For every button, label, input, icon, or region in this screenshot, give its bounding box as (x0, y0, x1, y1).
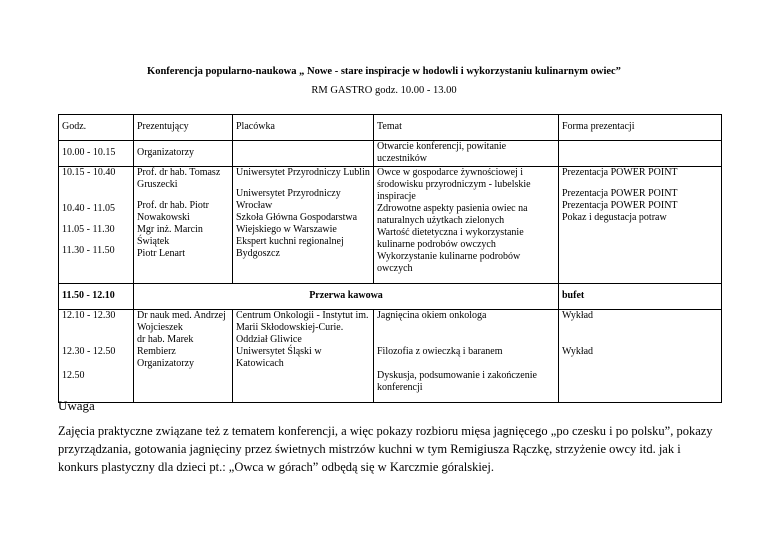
form-cell (559, 310, 722, 403)
header-form: Forma prezentacji (559, 115, 722, 141)
form-entry: Prezentacja POWER POINT (562, 188, 678, 199)
topic-cell: Otwarcie konferencji, powitanie uczestników (374, 141, 559, 167)
topic-entry: Filozofia z owieczką i baranem (377, 346, 503, 357)
institution-entry: Uniwersytet Śląski w Katowicach (236, 346, 322, 369)
table-row (59, 141, 722, 167)
note-heading: Uwaga (58, 398, 95, 413)
presenter-cell (134, 167, 233, 284)
table-row (59, 167, 722, 284)
institution-entry: Uniwersytet Przyrodniczy Wrocław (236, 188, 341, 211)
time-entry: 12.30 - 12.50 (62, 346, 116, 357)
break-row (59, 284, 722, 310)
topic-cell (374, 310, 559, 403)
header-time: Godz. (59, 115, 134, 141)
form-entry: Wykład (562, 310, 594, 321)
topic-entry: Jagnięcina okiem onkologa (377, 310, 487, 321)
form-entry: Wykład (562, 346, 594, 357)
time-cell (59, 310, 134, 403)
form-entry: Prezentacja POWER POINT (562, 200, 678, 211)
presenter-entry: Dr nauk med. Andrzej Wojcieszek (137, 310, 226, 333)
time-entry: 12.50 (62, 370, 85, 381)
presenter-entry: Mgr inż. Marcin Świątek (137, 224, 203, 247)
header-topic: Temat (374, 115, 559, 141)
presenter-entry: dr hab. Marek Rembierz (137, 334, 194, 357)
time-entry: 11.30 - 11.50 (62, 245, 115, 256)
table-header-row (59, 115, 722, 141)
time-cell (59, 167, 134, 284)
institution-entry: Szkoła Główna Gospodarstwa Wiejskiego w Warszawie (236, 212, 358, 235)
header-institution: Placówka (233, 115, 374, 141)
form-cell (559, 141, 722, 167)
break-label: Przerwa kawowa (134, 284, 559, 310)
topic-entry: Dyskusja, podsumowanie i zakończenie konferencji (377, 370, 537, 393)
time-entry: 10.40 - 11.05 (62, 203, 115, 214)
presenter-entry: Prof. dr hab. Piotr Nowakowski (137, 200, 209, 223)
document-subtitle: RM GASTRO godz. 10.00 - 13.00 (311, 85, 457, 96)
time-entry: 12.10 - 12.30 (62, 310, 116, 321)
break-time: 11.50 - 12.10 (59, 284, 134, 310)
topic-cell (374, 167, 559, 284)
institution-entry: Centrum Onkologii - Instytut im. Marii Skłodowskiej-Curie. Oddział Gliwice (236, 310, 369, 345)
presenter-entry: Prof. dr hab. Tomasz Gruszecki (137, 167, 221, 190)
presenter-cell: Organizatorzy (134, 141, 233, 167)
presenter-entry: Piotr Lenart (137, 248, 186, 259)
topic-entry: Owce w gospodarce żywnościowej i środowisku przyrodniczym - lubelskie inspiracje (377, 167, 531, 202)
note-paragraph: Zajęcia praktyczne związane też z tematem konferencji, a więc pokazy rozbioru mięsa jagnięcego „po czesku i po polsku”, pokazy przyrządzania, gotowania jagnięciny przez świetnych mistrzów kuchni w tym Remigiusza Rączkę, strzyżenie owcy itd. jak i konkurs plastyczny dla dzieci pt.: „Owca w górach” odbędą się w Karczmie góralskiej. (58, 424, 713, 474)
topic-entry: Wykorzystanie kulinarne podrobów owczych (377, 251, 521, 274)
time-entry: 10.15 - 10.40 (62, 167, 116, 178)
institution-cell (233, 310, 374, 403)
topic-entry: Wartość dietetyczna i wykorzystanie kulinarne podrobów owczych (377, 227, 524, 250)
institution-entry: Uniwersytet Przyrodniczy Lublin (236, 167, 370, 178)
presenter-entry: Organizatorzy (137, 358, 195, 369)
institution-cell (233, 167, 374, 284)
document-title: Konferencja popularno-naukowa „ Nowe - stare inspiracje w hodowli i wykorzystaniu kulinarnym owiec” (147, 66, 621, 77)
form-entry: Pokaz i degustacja potraw (562, 212, 667, 223)
form-cell (559, 167, 722, 284)
time-cell: 10.00 - 10.15 (59, 141, 134, 167)
time-entry: 11.05 - 11.30 (62, 224, 115, 235)
topic-entry: Zdrowotne aspekty pasienia owiec na naturalnych użytkach zielonych (377, 203, 528, 226)
institution-cell (233, 141, 374, 167)
break-form: bufet (559, 284, 722, 310)
header-presenter: Prezentujący (134, 115, 233, 141)
form-entry: Prezentacja POWER POINT (562, 167, 678, 178)
institution-entry: Ekspert kuchni regionalnej Bydgoszcz (236, 236, 344, 259)
program-table (58, 114, 722, 403)
table-row (59, 310, 722, 403)
presenter-cell (134, 310, 233, 403)
